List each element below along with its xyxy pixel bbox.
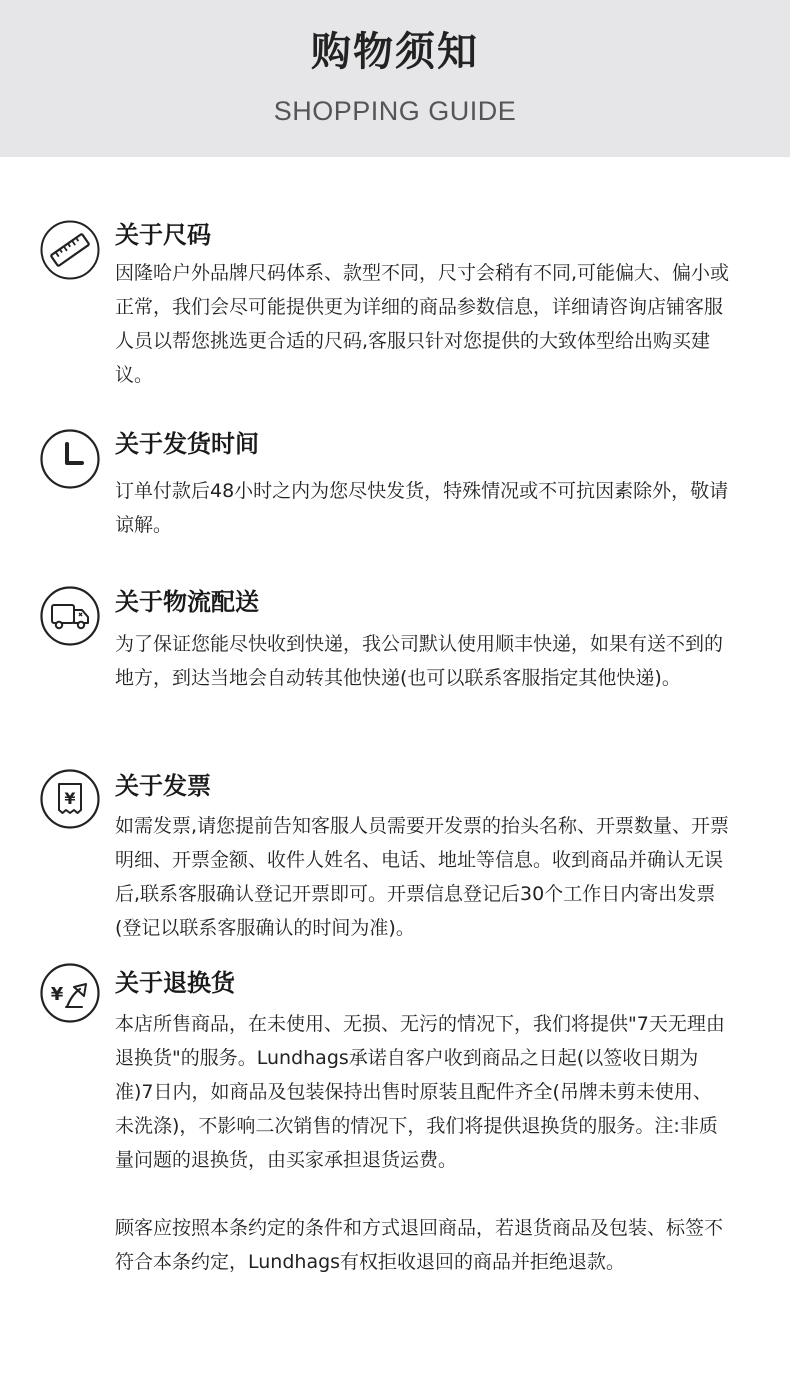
clock-icon bbox=[40, 429, 100, 489]
page-title: 购物须知 bbox=[311, 29, 479, 75]
section-body bbox=[115, 1007, 730, 1279]
section-title: 关于物流配送 bbox=[115, 588, 259, 616]
section-paragraph: 本店所售商品，在未使用、无损、无污的情况下，我们将提供"7天无理由退换货"的服务。Lundhags承诺自客户收到商品之日起(以签收日期为准)7日内，如商品及包装保持出售时原装且配件齐全(吊牌未剪未使用、未洗涤)，不影响二次销售的情况下，我们将提供退换货的服务。注:非质量问题的退换货，由买家承担退货运费。 bbox=[115, 1013, 725, 1171]
svg-text:¥: ¥ bbox=[50, 984, 64, 1005]
section-paragraph: 因隆哈户外品牌尺码体系、款型不同，尺寸会稍有不同,可能偏大、偏小或正常，我们会尽可能提供更为详细的商品参数信息，详细请咨询店铺客服人员以帮您挑选更合适的尺码,客服只针对您提供的大致体型给出购买建议。 bbox=[115, 262, 730, 386]
page-subtitle: SHOPPING GUIDE bbox=[273, 96, 517, 126]
page-header bbox=[0, 0, 790, 157]
section-paragraph: 如需发票,请您提前告知客服人员需要开发票的抬头名称、开票数量、开票明细、开票金额、收件人姓名、电话、地址等信息。收到商品并确认无误后,联系客服确认登记开票即可。开票信息登记后30个工作日内寄出发票(登记以联系客服确认的时间为准)。 bbox=[115, 815, 730, 939]
section-body bbox=[115, 474, 730, 542]
section-body bbox=[115, 256, 730, 392]
section-paragraph: 订单付款后48小时之内为您尽快发货，特殊情况或不可抗因素除外，敬请谅解。 bbox=[115, 480, 729, 536]
section-title: 关于尺码 bbox=[115, 221, 211, 249]
svg-text:¥: ¥ bbox=[64, 789, 76, 808]
refund-exchange-icon bbox=[40, 963, 100, 1023]
section-title: 关于退换货 bbox=[115, 969, 235, 997]
section-paragraph: 为了保证您能尽快收到快递，我公司默认使用顺丰快递，如果有送不到的地方，到达当地会自动转其他快递(也可以联系客服指定其他快递)。 bbox=[115, 633, 724, 689]
section-body bbox=[115, 809, 730, 945]
section-title: 关于发票 bbox=[115, 772, 211, 800]
section-title: 关于发货时间 bbox=[115, 430, 259, 458]
section-paragraph: 顾客应按照本条约定的条件和方式退回商品，若退货商品及包装、标签不符合本条约定，Lundhags有权拒收退回的商品并拒绝退款。 bbox=[115, 1217, 724, 1273]
ruler-icon bbox=[40, 220, 100, 280]
section-body bbox=[115, 627, 730, 695]
invoice-receipt-icon bbox=[40, 769, 100, 829]
delivery-truck-icon bbox=[40, 586, 100, 646]
